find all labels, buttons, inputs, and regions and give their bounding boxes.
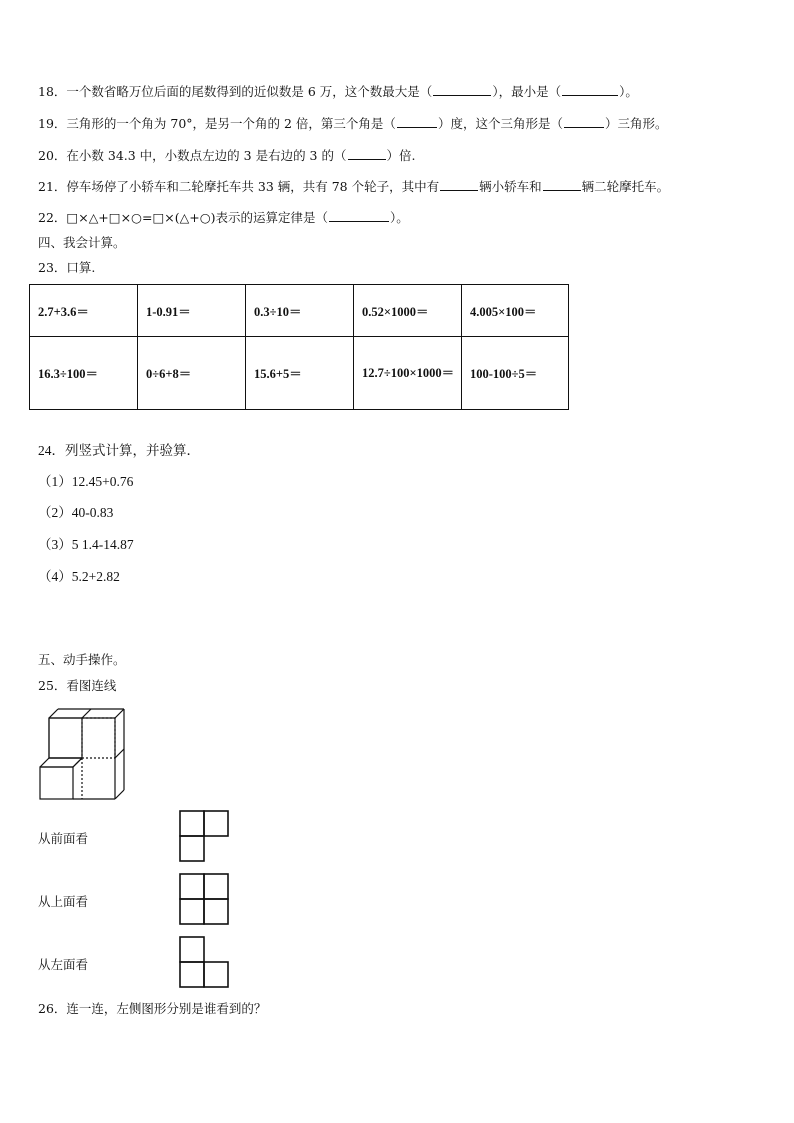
table-cell[interactable]: 2.7+3.6＝ <box>30 285 138 337</box>
question-19 <box>38 115 667 132</box>
table-cell[interactable]: 15.6+5＝ <box>246 337 354 410</box>
table-cell[interactable]: 16.3÷100＝ <box>30 337 138 410</box>
q18-blank-min[interactable] <box>562 83 618 96</box>
q22-text-2: ）。 <box>389 210 409 225</box>
question-20 <box>38 147 415 164</box>
q21-blank-cars[interactable] <box>440 178 478 191</box>
left-view-shape[interactable] <box>178 935 230 991</box>
view-label-front: 从前面看 <box>38 831 89 846</box>
section-5-title: 五、动手操作。 <box>38 652 126 667</box>
q22-text-1: 22．□×△+□×○=□×(△+○)表示的运算定律是（ <box>38 210 328 225</box>
table-cell[interactable]: 0.52×1000＝ <box>354 285 462 337</box>
q24-item-2: （2）40-0.83 <box>38 505 114 520</box>
q24-item-3: （3）5 1.4-14.87 <box>38 537 134 552</box>
top-view-shape[interactable] <box>178 872 230 928</box>
table-row <box>30 337 569 410</box>
question-24-title: 24．列竖式计算，并验算． <box>38 443 200 458</box>
table-cell[interactable]: 0.3÷10＝ <box>246 285 354 337</box>
section-4-title: 四、我会计算。 <box>38 235 126 250</box>
mental-math-table <box>29 284 569 410</box>
question-26-title: 26．连一连，左侧图形分别是谁看到的？ <box>38 1001 267 1016</box>
q18-text-2: ），最小是（ <box>492 84 562 99</box>
q19-blank-type[interactable] <box>564 115 604 128</box>
question-18 <box>38 83 638 100</box>
q18-blank-max[interactable] <box>433 83 491 96</box>
question-21 <box>38 178 669 195</box>
q20-text-2: ）倍. <box>386 148 416 163</box>
cube-stack-figure <box>38 704 138 804</box>
table-cell[interactable]: 12.7÷100×1000＝ <box>354 337 462 410</box>
q22-blank[interactable] <box>329 209 389 222</box>
table-cell[interactable]: 1-0.91＝ <box>138 285 246 337</box>
q19-text-2: ）度，这个三角形是（ <box>437 116 563 131</box>
q20-blank[interactable] <box>348 147 386 160</box>
q18-text-1: 18．一个数省略万位后面的尾数得到的近似数是 6 万，这个数最大是（ <box>38 84 433 99</box>
q19-blank-angle[interactable] <box>397 115 437 128</box>
q21-text-1: 21．停车场停了小轿车和二轮摩托车共 33 辆，共有 78 个轮子，其中有 <box>38 179 440 194</box>
q19-text-3: ）三角形。 <box>604 116 668 131</box>
front-view-shape[interactable] <box>178 809 230 865</box>
table-cell[interactable]: 4.005×100＝ <box>462 285 569 337</box>
q21-blank-motorcycles[interactable] <box>543 178 581 191</box>
table-cell[interactable]: 0÷6+8＝ <box>138 337 246 410</box>
view-label-top: 从上面看 <box>38 894 89 909</box>
question-22 <box>38 209 409 226</box>
q21-text-3: 辆二轮摩托车。 <box>581 179 670 194</box>
q24-item-4: （4）5.2+2.82 <box>38 569 120 584</box>
q19-text-1: 19．三角形的一个角为 70°，是另一个角的 2 倍，第三个角是（ <box>38 116 396 131</box>
q24-item-1: （1）12.45+0.76 <box>38 474 134 489</box>
q21-text-2: 辆小轿车和 <box>479 179 542 194</box>
question-25-title: 25．看图连线 <box>38 678 117 693</box>
table-cell[interactable]: 100-100÷5＝ <box>462 337 569 410</box>
q20-text-1: 20．在小数 34.3 中，小数点左边的 3 是右边的 3 的（ <box>38 148 347 163</box>
table-row <box>30 285 569 337</box>
view-label-left: 从左面看 <box>38 957 89 972</box>
q18-text-3: ）。 <box>619 84 638 99</box>
question-23-title: 23．口算. <box>38 260 96 275</box>
